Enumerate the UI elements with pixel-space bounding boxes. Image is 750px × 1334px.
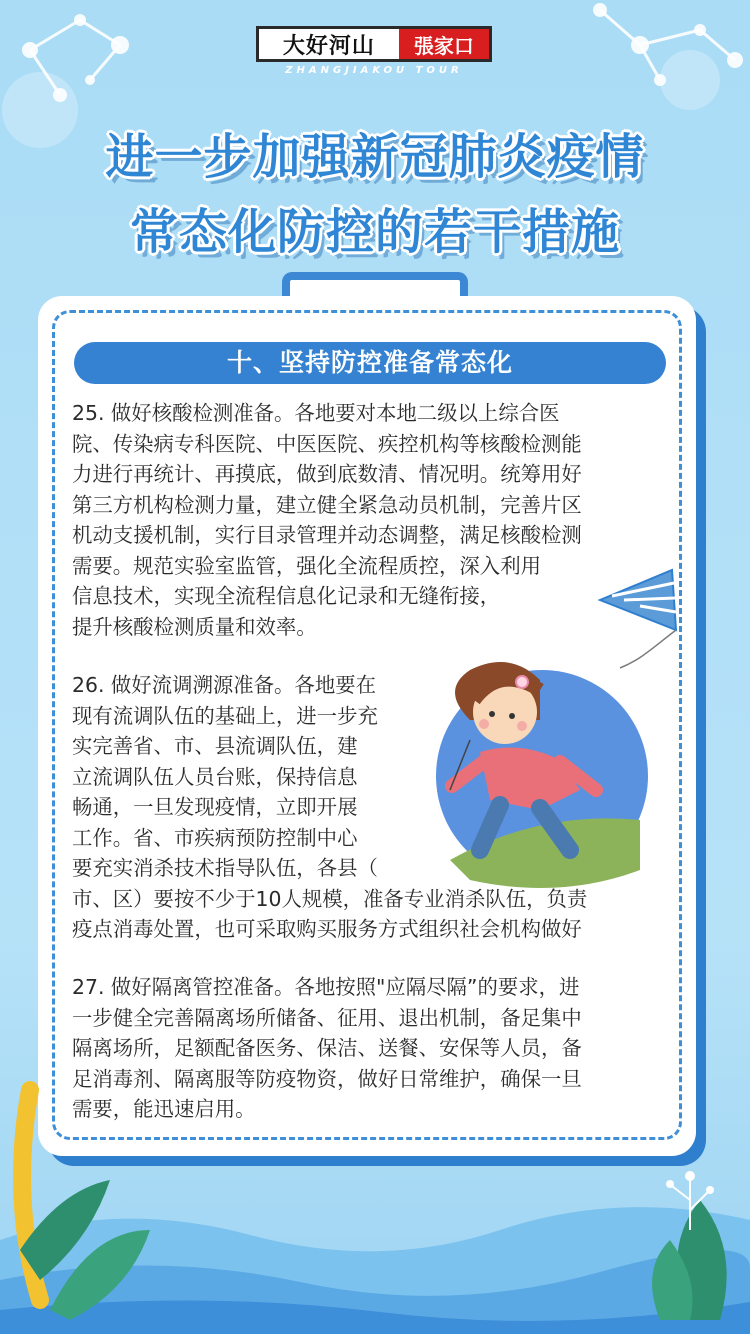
p26-line: 26. 做好流调溯源准备。各地要在 bbox=[72, 673, 376, 697]
p27-line: 一步健全完善隔离场所储备、征用、退出机制，备足集中 bbox=[72, 1005, 582, 1030]
p26-line: 要充实消杀技术指导队伍，各县（ bbox=[72, 856, 378, 880]
p27-line: 27. 做好隔离管控准备。各地按照"应隔尽隔”的要求，进 bbox=[72, 975, 580, 999]
p26-line: 工作。省、市疾病预防控制中心 bbox=[72, 825, 358, 850]
p27-line: 隔离场所，足额配备医务、保洁、送餐、安保等人员，备 bbox=[72, 1036, 582, 1060]
p26-line: 现有流调队伍的基础上，进一步充 bbox=[72, 703, 378, 728]
p25-line: 第三方机构检测力量，建立健全紧急动员机制，完善片区 bbox=[72, 492, 582, 517]
p25-line: 院、传染病专科医院、中医医院、疾控机构等核酸检测能 bbox=[72, 431, 582, 456]
p26-line: 立流调队伍人员台账，保持信息 bbox=[72, 764, 358, 789]
p27-line: 需要，能迅速启用。 bbox=[72, 1097, 256, 1121]
page-title-line2: 常态化防控的若干措施 bbox=[129, 204, 620, 260]
p25-line: 25. 做好核酸检测准备。各地要对本地二级以上综合医 bbox=[72, 401, 560, 425]
section-heading: 十、坚持防控准备常态化 bbox=[74, 342, 666, 384]
page-title-line1: 进一步加强新冠肺炎疫情 bbox=[105, 129, 645, 185]
p25-line: 需要。规范实验室监管，强化全流程质控，深入利用 bbox=[72, 553, 541, 578]
brand-main: 大好河山 bbox=[282, 32, 375, 59]
p27-line: 足消毒剂、隔离服等防疫物资，做好日常维护，确保一旦 bbox=[72, 1066, 582, 1091]
p26-line: 实完善省、市、县流调队伍，建 bbox=[72, 734, 358, 758]
p25-line: 提升核酸检测质量和效率。 bbox=[72, 614, 317, 639]
p25-line: 机动支援机制，实行目录管理并动态调整，满足核酸检测 bbox=[72, 523, 582, 547]
p25-line: 信息技术，实现全流程信息化记录和无缝衔接， bbox=[72, 584, 501, 608]
brand-english: ZHANGJIAKOU TOUR bbox=[285, 65, 463, 76]
p26-line: 市、区）要按不少于10人规模，准备专业消杀队伍，负责 bbox=[72, 886, 588, 911]
brand-sub: 張家口 bbox=[399, 29, 489, 59]
p26-line: 畅通，一旦发现疫情，立即开展 bbox=[72, 795, 358, 819]
p26-line: 疫点消毒处置，也可采取购买服务方式组织社会机构做好 bbox=[72, 917, 582, 941]
p25-line: 力进行再统计、再摸底，做到底数清、情况明。统筹用好 bbox=[72, 462, 582, 486]
